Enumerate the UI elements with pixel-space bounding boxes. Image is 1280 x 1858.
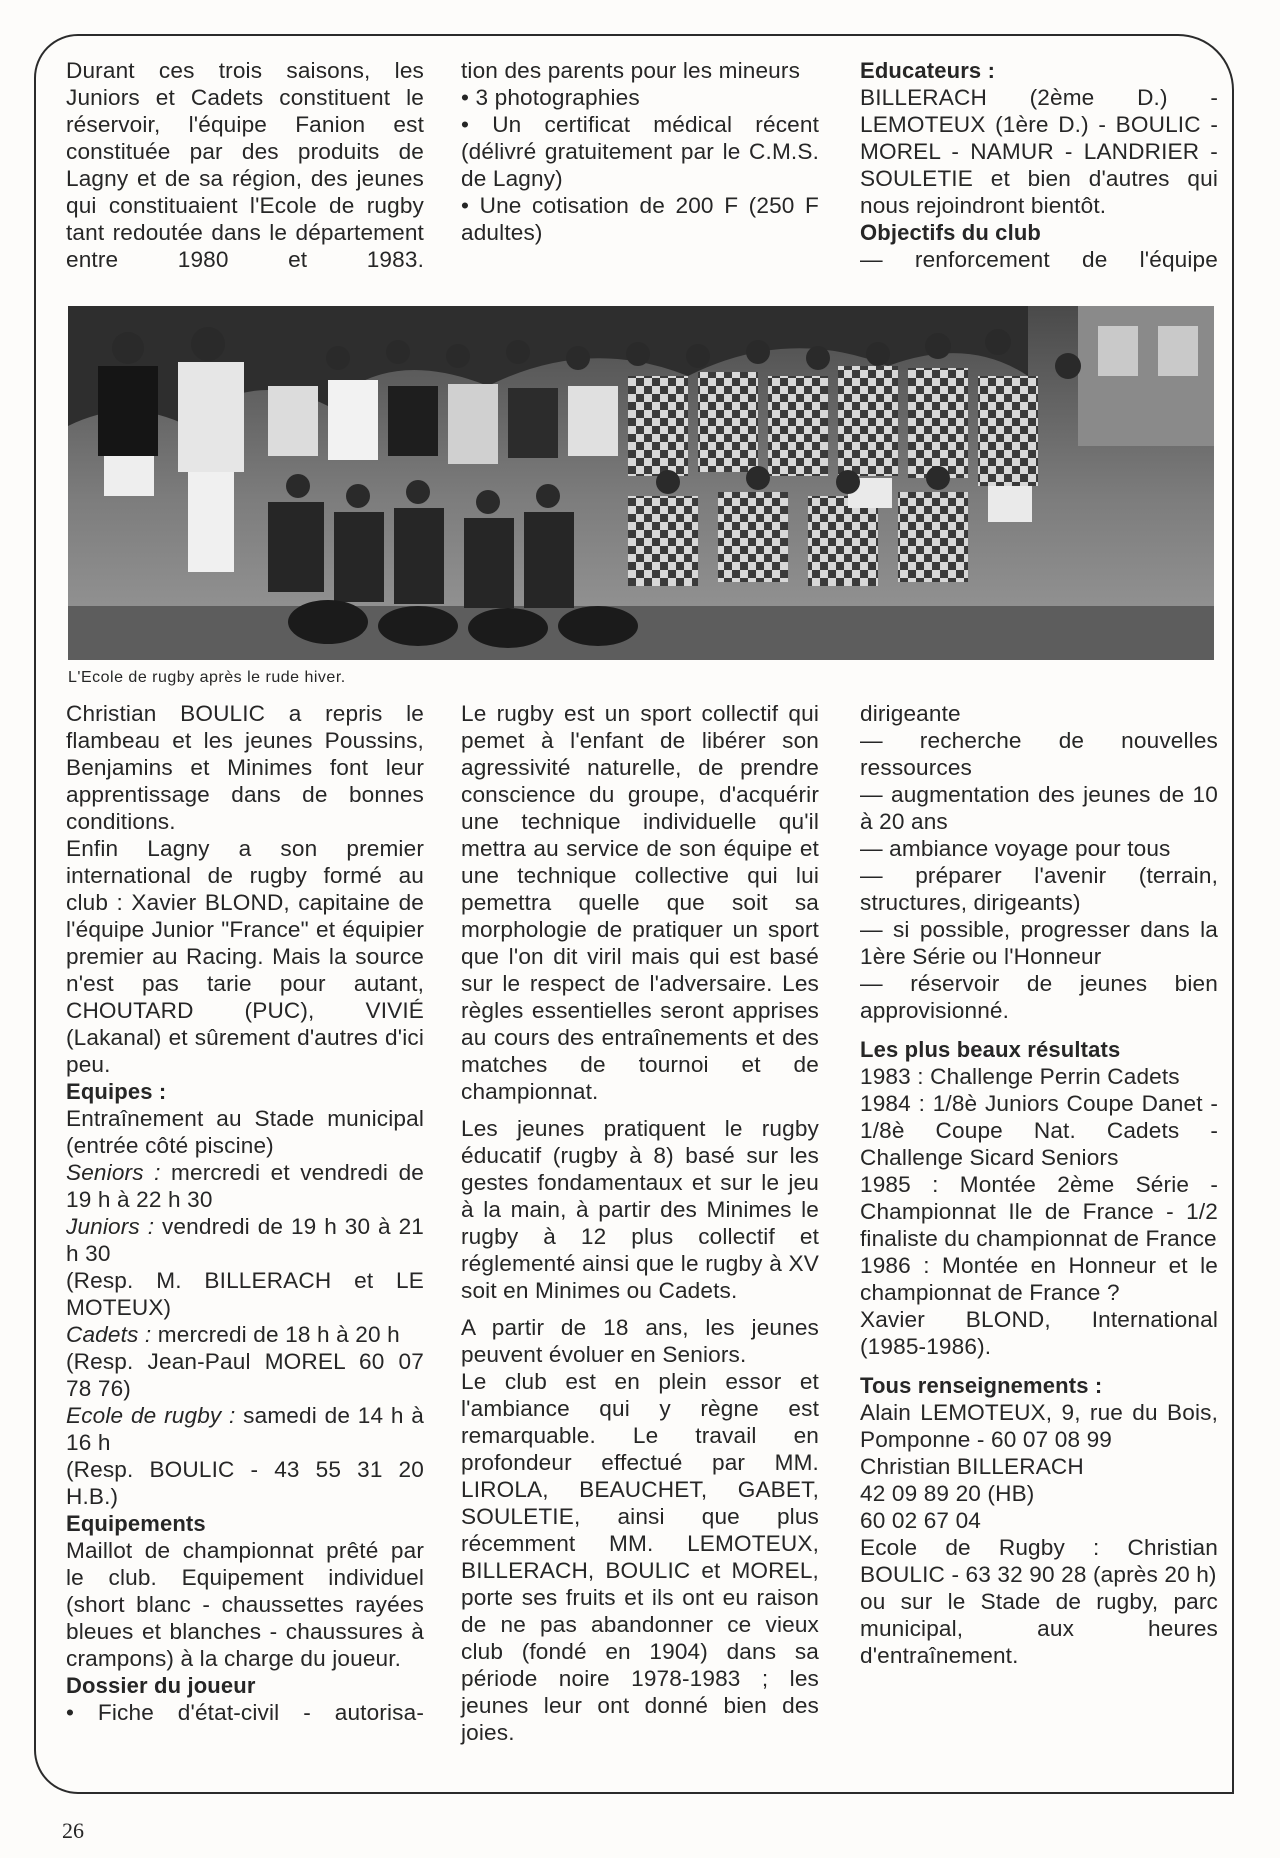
objective-youth: — augmentation des jeunes de 10 à 20 ans [860,782,1218,834]
objective-reinforcement: — renforcement de l'équipe [860,247,1218,272]
cadets-schedule [66,1321,424,1348]
result-1986: 1986 : Montée en Honneur et le championnat de France ? [860,1253,1218,1305]
juniors-schedule [66,1213,424,1267]
teams-heading: Equipes : [66,1079,167,1104]
contact-billerach: Christian BILLERACH [860,1454,1084,1479]
equipment-paragraph: Maillot de championnat prêté par le club. Equipement individuel (short blanc - chaussettes rayées bleues et blanches - chaussures à crampons) à la charge du joueur. [66,1538,424,1671]
top-column-2 [461,57,819,246]
cadets-responsible: (Resp. Jean-Paul MOREL 60 07 78 76) [66,1349,424,1401]
ecole-schedule [66,1402,424,1456]
bottom-column-3 [860,700,1218,1669]
contact-boulic: Ecole de Rugby : Christian BOULIC - 63 32 90 28 (après 20 h) [860,1535,1218,1587]
intro-paragraph: Durant ces trois saisons, les Juniors et Cadets constituent le réservoir, l'équipe Fanion est constituée par des produits de Lagny et de sa région, des jeunes qui constituaient l'Ecole de rugby tant redoutée dans le département entre 1980 et 1983. [66,58,424,272]
objective-future: — préparer l'avenir (terrain, structures, dirigeants) [860,863,1218,915]
objective-travel: — ambiance voyage pour tous [860,836,1171,861]
objective-reservoir: — réservoir de jeunes bien approvisionné. [860,971,1218,1023]
blond-paragraph: Enfin Lagny a son premier international de rugby formé au club : Xavier BLOND, capitaine de l'équipe Junior "France" et équipier premier au Racing. Mais la source n'est pas tarie pour autant, CHOUTARD (PUC), VIVIÉ (Lakanal) et sûrement d'autres d'ici peu. [66,836,424,1077]
requirement-civil-status: • Fiche d'état-civil - autorisa- [66,1700,424,1725]
player-file-heading: Dossier du joueur [66,1673,256,1698]
juniors-responsible: (Resp. M. BILLERACH et LE MOTEUX) [66,1268,424,1320]
seniors-schedule [66,1159,424,1213]
seniors-age: A partir de 18 ans, les jeunes peuvent évoluer en Seniors. [461,1315,819,1367]
contact-heading: Tous renseignements : [860,1373,1103,1398]
result-1984: 1984 : 1/8è Juniors Coupe Danet - 1/8è Coupe Nat. Cadets - Challenge Sicard Seniors [860,1091,1218,1170]
ecole-times: samedi de 14 h à 16 h [66,1403,424,1455]
cadets-times: mercredi de 18 h à 20 h [151,1322,400,1347]
juniors-label: Juniors : [66,1214,155,1239]
objectives-heading: Objectifs du club [860,220,1042,245]
educators-list: BILLERACH (2ème D.) - LEMOTEUX (1ère D.) - BOULIC - MOREL - NAMUR - LANDRIER - SOULETIE et bien d'autres qui nous rejoindront bientôt. [860,85,1218,218]
training-location: Entraînement au Stade municipal (entrée côté piscine) [66,1106,424,1158]
requirement-medical-certificate: • Un certificat médical récent (délivré gratuitement par le C.M.S. de Lagny) [461,112,819,191]
team-photo [68,306,1214,660]
educational-rugby: Les jeunes pratiquent le rugby éducatif (rugby à 8) basé sur les gestes fondamentaux et sur le jeu à la main, à partir des Minimes le rugby à 12 plus collectif et réglementé ainsi que le rugby à XV soit en Minimes ou Cadets. [461,1116,819,1303]
result-1985: 1985 : Montée 2ème Série - Championnat Ile de France - 1/2 finaliste du championnat de France [860,1172,1218,1251]
bottom-column-1 [66,700,424,1726]
requirement-fee: • Une cotisation de 200 F (250 F adultes) [461,193,819,245]
results-heading: Les plus beaux résultats [860,1037,1121,1062]
authorization-continued: tion des parents pour les mineurs [461,58,801,83]
result-blond: Xavier BLOND, International (1985-1986). [860,1307,1218,1359]
seniors-label: Seniors : [66,1160,161,1185]
result-1983: 1983 : Challenge Perrin Cadets [860,1064,1180,1089]
contact-billerach-phone-2: 60 02 67 04 [860,1508,982,1533]
ecole-responsible: (Resp. BOULIC - 43 55 31 20 H.B.) [66,1457,424,1509]
equipment-heading: Equipements [66,1511,206,1536]
bottom-column-2 [461,700,819,1746]
cadets-label: Cadets : [66,1322,152,1347]
contact-stadium: ou sur le Stade de rugby, parc municipal, aux heures d'entraînement. [860,1589,1218,1668]
ecole-label: Ecole de rugby : [66,1403,236,1428]
page-number: 26 [62,1818,84,1843]
seniors-times: mercredi et vendredi de 19 h à 22 h 30 [66,1160,424,1212]
rugby-description: Le rugby est un sport collectif qui pemet à l'enfant de libérer son agressivité naturelle, de prendre conscience du groupe, d'acquérir une technique individuelle qu'il mettra au service de son équipe et une technique collective qui lui pemettra quelle que soit sa morphologie de pratiquer un sport que l'on dit viril mais qui est basé sur le respect de l'adversaire. Les règles essentielles seront apprises au cours des entraînements et des matches de tournoi et de championnat. [461,701,819,1104]
educators-heading: Educateurs : [860,58,996,83]
requirement-photographs: • 3 photographies [461,85,640,110]
top-column-1 [66,57,424,273]
objective-resources: — recherche de nouvelles ressources [860,728,1218,780]
boulic-paragraph: Christian BOULIC a repris le flambeau et les jeunes Poussins, Benjamins et Minimes font leur apprentissage dans de bonnes conditions. [66,701,424,834]
photo-caption: L'Ecole de rugby après le rude hiver. [68,669,346,686]
contact-lemoteux: Alain LEMOTEUX, 9, rue du Bois, Pomponne - 60 07 08 99 [860,1400,1218,1452]
objective-continued: dirigeante [860,701,961,726]
contact-billerach-phone-1: 42 09 89 20 (HB) [860,1481,1035,1506]
club-growth: Le club est en plein essor et l'ambiance qui y règne est remarquable. Le travail en profondeur effectué par MM. LIROLA, BEAUCHET, GABET, SOULETIE, ainsi que plus récemment MM. LEMOTEUX, BILLERACH, BOULIC et MOREL, porte ses fruits et ils ont eu raison de ne pas abandonner ce vieux club (fondé en 1904) dans sa période noire 1978-1983 ; les jeunes leur ont donné bien des joies. [461,1369,819,1745]
juniors-times: vendredi de 19 h 30 à 21 h 30 [66,1214,425,1266]
objective-progress: — si possible, progresser dans la 1ère Série ou l'Honneur [860,917,1218,969]
top-column-3 [860,57,1218,273]
